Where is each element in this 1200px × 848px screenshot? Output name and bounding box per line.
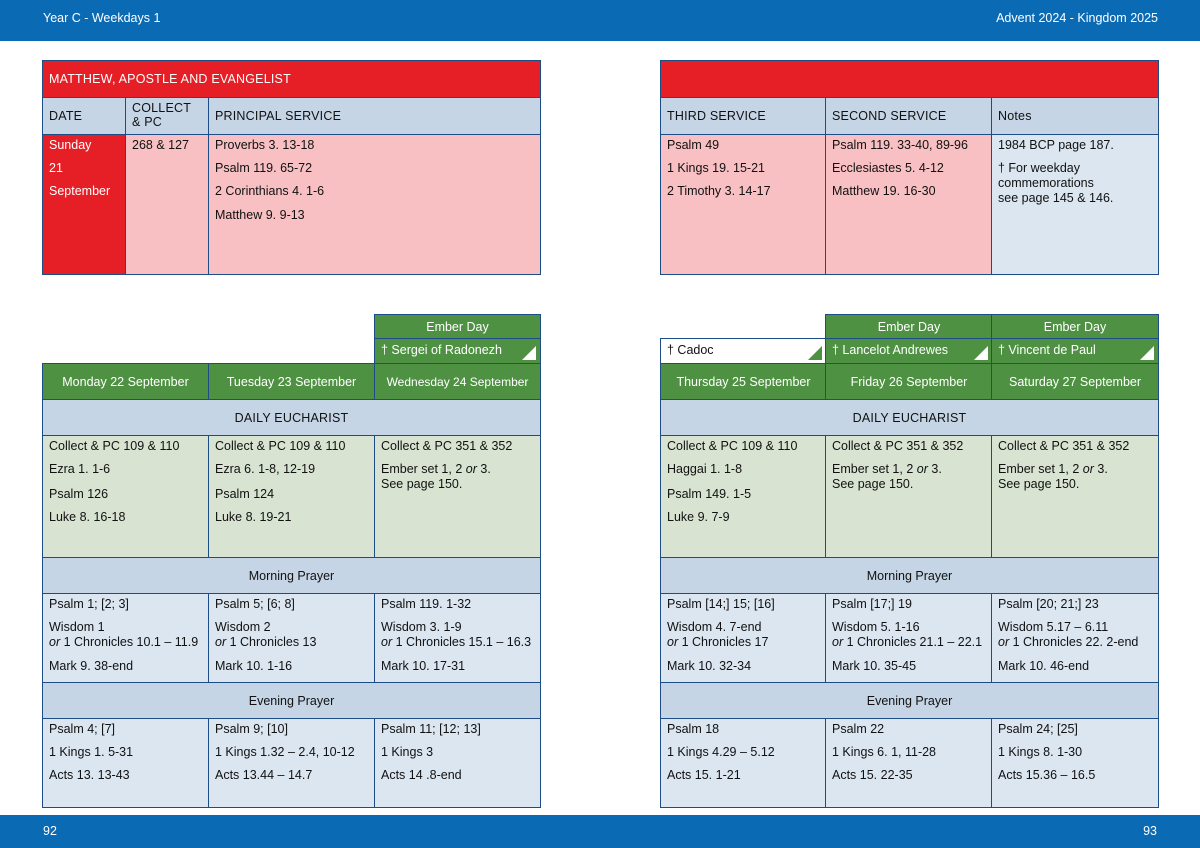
evening-sat: Psalm 24; [25] 1 Kings 8. 1-30 Acts 15.36 – 16.5 [991, 718, 1159, 808]
ember-day-fri: Ember Day [825, 314, 993, 339]
page-number-right: 93 [1143, 824, 1157, 838]
page-corner-icon [972, 344, 989, 361]
day-header-thu: Thursday 25 September [660, 363, 827, 400]
day-header-mon: Monday 22 September [42, 363, 209, 400]
sunday-third-cell: Psalm 49 1 Kings 19. 15-21 2 Timothy 3. 14-17 [660, 134, 827, 275]
header-principal-service: PRINCIPAL SERVICE [208, 97, 541, 135]
morning-fri: Psalm [17;] 19 Wisdom 5. 1-16 or 1 Chronicles 21.1 – 22.1 Mark 10. 35-45 [825, 593, 993, 683]
page-corner-icon [1138, 344, 1155, 361]
sunday-title-bar-right [660, 60, 1159, 98]
day-header-sat: Saturday 27 September [991, 363, 1159, 400]
morning-thu: Psalm [14;] 15; [16] Wisdom 4. 7-end or 1 Chronicles 17 Mark 10. 32-34 [660, 593, 827, 683]
section-daily-eucharist-left: DAILY EUCHARIST [42, 399, 541, 436]
morning-sat: Psalm [20; 21;] 23 Wisdom 5.17 – 6.11 or 1 Chronicles 22. 2-end Mark 10. 46-end [991, 593, 1159, 683]
sunday-title: MATTHEW, APOSTLE AND EVANGELIST [49, 72, 291, 86]
page-corner-icon [520, 344, 537, 361]
sunday-collect-cell: 268 & 127 [125, 134, 209, 275]
commemoration-fri: † Lancelot Andrewes [825, 338, 993, 364]
evening-fri: Psalm 22 1 Kings 6. 1, 11-28 Acts 15. 22-35 [825, 718, 993, 808]
header-third-service: THIRD SERVICE [660, 97, 827, 135]
day-header-fri: Friday 26 September [825, 363, 993, 400]
commemoration-thu: † Cadoc [660, 338, 827, 364]
evening-mon: Psalm 4; [7] 1 Kings 1. 5-31 Acts 13. 13-43 [42, 718, 209, 808]
morning-wed: Psalm 119. 1-32 Wisdom 3. 1-9 or 1 Chronicles 15.1 – 16.3 Mark 10. 17-31 [374, 593, 541, 683]
ember-day-sat: Ember Day [991, 314, 1159, 339]
section-evening-prayer-right: Evening Prayer [660, 682, 1159, 719]
sunday-title-bar [42, 60, 541, 98]
evening-wed: Psalm 11; [12; 13] 1 Kings 3 Acts 14 .8-end [374, 718, 541, 808]
evening-thu: Psalm 18 1 Kings 4.29 – 5.12 Acts 15. 1-21 [660, 718, 827, 808]
eucharist-thu: Collect & PC 109 & 110 Haggai 1. 1-8 Psalm 149. 1-5 Luke 9. 7-9 [660, 435, 827, 558]
sunday-second-cell: Psalm 119. 33-40, 89-96 Ecclesiastes 5. 4-12 Matthew 19. 16-30 [825, 134, 993, 275]
page-header [0, 0, 1200, 41]
header-left: Year C - Weekdays 1 [43, 11, 161, 25]
header-notes: Notes [991, 97, 1159, 135]
page-corner-icon [806, 344, 823, 361]
header-date: DATE [42, 97, 127, 135]
eucharist-mon: Collect & PC 109 & 110 Ezra 1. 1-6 Psalm 126 Luke 8. 16-18 [42, 435, 209, 558]
page-footer [0, 815, 1200, 848]
sunday-date-cell: Sunday 21 September [42, 134, 127, 275]
commemoration-wed: † Sergei of Radonezh [374, 338, 541, 364]
eucharist-tue: Collect & PC 109 & 110 Ezra 6. 1-8, 12-19 Psalm 124 Luke 8. 19-21 [208, 435, 375, 558]
sunday-principal-cell: Proverbs 3. 13-18 Psalm 119. 65-72 2 Corinthians 4. 1-6 Matthew 9. 9-13 [208, 134, 541, 275]
section-evening-prayer-left: Evening Prayer [42, 682, 541, 719]
eucharist-sat: Collect & PC 351 & 352 Ember set 1, 2 or 3. See page 150. [991, 435, 1159, 558]
evening-tue: Psalm 9; [10] 1 Kings 1.32 – 2.4, 10-12 Acts 13.44 – 14.7 [208, 718, 375, 808]
sunday-notes-cell: 1984 BCP page 187. † For weekday commemorations see page 145 & 146. [991, 134, 1159, 275]
commemoration-sat: † Vincent de Paul [991, 338, 1159, 364]
section-daily-eucharist-right: DAILY EUCHARIST [660, 399, 1159, 436]
ember-day-wed: Ember Day [374, 314, 541, 339]
header-second-service: SECOND SERVICE [825, 97, 993, 135]
page-number-left: 92 [43, 824, 57, 838]
eucharist-fri: Collect & PC 351 & 352 Ember set 1, 2 or 3. See page 150. [825, 435, 993, 558]
section-morning-prayer-left: Morning Prayer [42, 557, 541, 594]
header-collect: COLLECT & PC [125, 97, 209, 135]
day-header-wed: Wednesday 24 September [374, 363, 541, 400]
day-header-tue: Tuesday 23 September [208, 363, 375, 400]
morning-tue: Psalm 5; [6; 8] Wisdom 2 or 1 Chronicles 13 Mark 10. 1-16 [208, 593, 375, 683]
eucharist-wed: Collect & PC 351 & 352 Ember set 1, 2 or 3. See page 150. [374, 435, 541, 558]
morning-mon: Psalm 1; [2; 3] Wisdom 1 or 1 Chronicles 10.1 – 11.9 Mark 9. 38-end [42, 593, 209, 683]
header-right: Advent 2024 - Kingdom 2025 [996, 11, 1158, 25]
section-morning-prayer-right: Morning Prayer [660, 557, 1159, 594]
